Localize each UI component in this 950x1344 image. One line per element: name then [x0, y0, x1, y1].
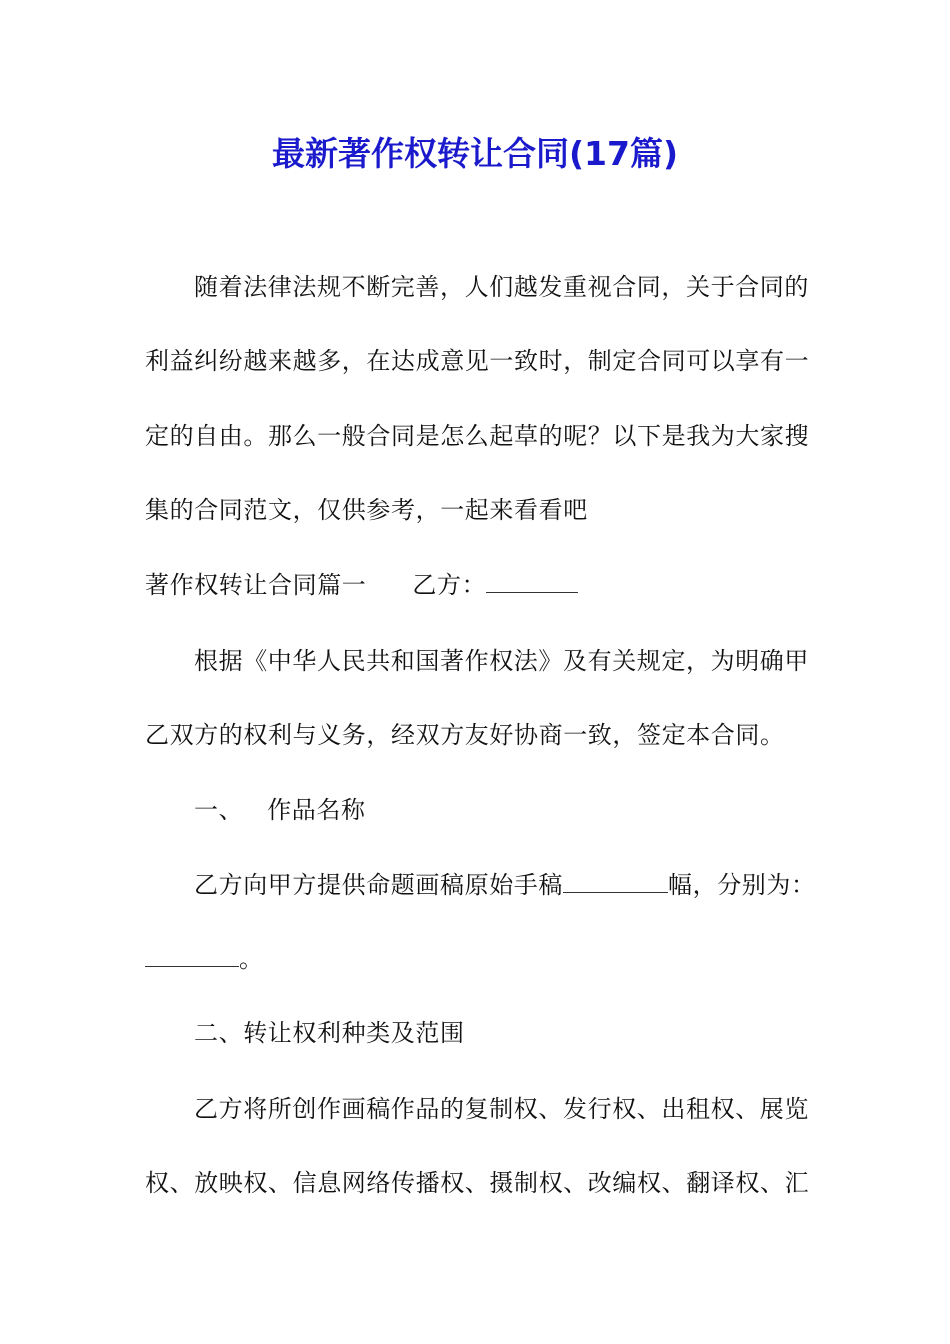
end-mark: 。	[239, 945, 264, 973]
clause-1-continuation	[145, 944, 805, 974]
clause-1-text-before: 乙方向甲方提供命题画稿原始手稿	[194, 871, 563, 899]
preamble-line: 根据《中华人民共和国著作权法》及有关规定，为明确甲	[194, 647, 809, 675]
clause-2-heading: 二、转让权利种类及范围	[194, 1019, 465, 1047]
intro-paragraph-line: 随着法律法规不断完善，人们越发重视合同，关于合同的	[194, 273, 809, 301]
clause-2-text-line: 乙方将所创作画稿作品的复制权、发行权、出租权、展览	[194, 1095, 809, 1123]
clause-2-text-line: 权、放映权、信息网络传播权、摄制权、改编权、翻译权、汇	[145, 1169, 810, 1197]
list-blank	[145, 944, 239, 967]
section-heading: 著作权转让合同篇一	[145, 571, 367, 599]
clause-number: 一、	[194, 796, 244, 824]
intro-paragraph-line: 集的合同范文，仅供参考，一起来看看吧	[145, 496, 588, 524]
party-b-label: 乙方：	[412, 571, 487, 599]
quantity-blank	[563, 870, 668, 893]
clause-1-text	[145, 870, 854, 900]
party-b-blank	[486, 570, 578, 593]
preamble-line: 乙双方的权利与义务，经双方友好协商一致，签定本合同。	[145, 721, 785, 749]
section-heading-row	[145, 570, 805, 600]
document-title: 最新著作权转让合同(17篇)	[271, 134, 679, 173]
clause-1-heading	[145, 795, 854, 825]
clause-title: 作品名称	[267, 796, 366, 824]
intro-paragraph-line: 定的自由。那么一般合同是怎么起草的呢？以下是我为大家搜	[145, 422, 810, 450]
clause-1-text-after: 幅，分别为：	[668, 871, 816, 899]
intro-paragraph-line: 利益纠纷越来越多，在达成意见一致时，制定合同可以享有一	[145, 347, 810, 375]
